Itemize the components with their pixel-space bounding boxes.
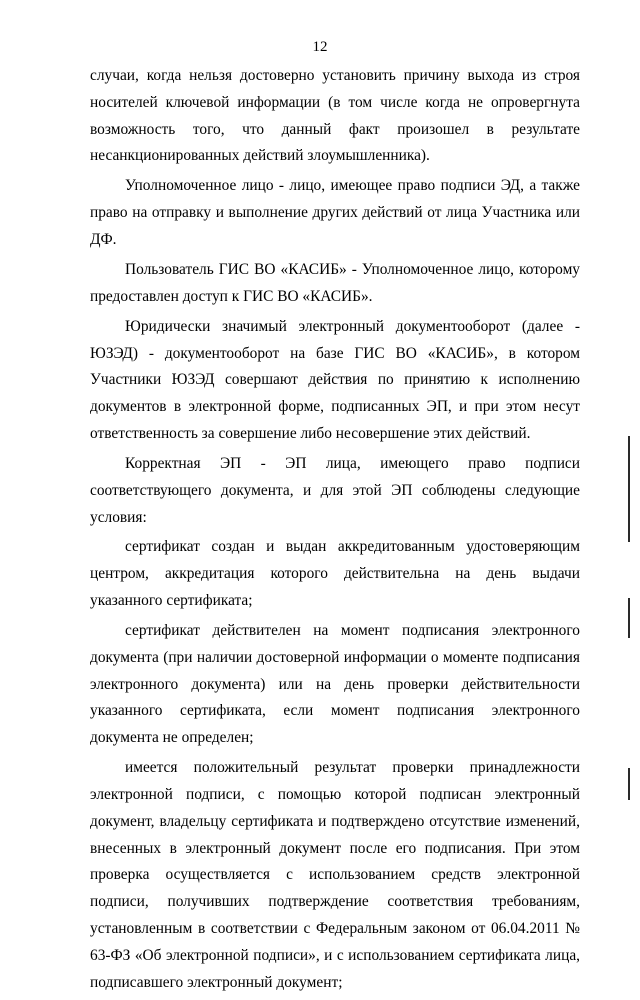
paragraph-legally-significant-edm: Юридически значимый электронный документооборот (далее - ЮЗЭД) - документооборот на базе ГИС ВО «КАСИБ», в котором Участники ЮЗЭД совершают действия по принятию к исполнению документов в электронной форме, подписанных ЭП, и при этом несут ответственность за совершение либо несовершение этих действий. — [90, 317, 580, 442]
scan-edge-mark — [628, 768, 630, 800]
paragraph-correct-signature: Корректная ЭП - ЭП лица, имеющего право подписи соответствующего документа, и для этой ЭП соблюдены следующие условия: — [90, 454, 580, 526]
document-body — [90, 63, 580, 1000]
paragraph-signing-failure-cases: случаи, когда нельзя достоверно установить причину выхода из строя носителей ключевой информации (в том числе когда не опровергнута возможность того, что данный факт произошел в результате несанкционированных действий злоумышленника). — [90, 67, 580, 165]
paragraph-authorized-person: Уполномоченное лицо - лицо, имеющее право подписи ЭД, а также право на отправку и выполнение других действий от лица Участника или ДФ. — [90, 177, 580, 248]
page-number: 12 — [312, 39, 328, 55]
paragraph-condition-certificate-valid: сертификат действителен на момент подписания электронного документа (при наличии достоверной информации о моменте подписания электронного документа) или на день проверки действительности указанного сертификата, если момент подписания электронного документа не определен; — [90, 622, 580, 747]
scan-edge-mark — [628, 598, 630, 638]
paragraph-condition-certificate-issued: сертификат создан и выдан аккредитованным удостоверяющим центром, аккредитация которого действительна на день выдачи указанного сертификата; — [90, 538, 580, 610]
paragraph-kasib-user: Пользователь ГИС ВО «КАСИБ» - Уполномоченное лицо, которому предоставлен доступ к ГИС ВО «КАСИБ». — [90, 260, 580, 305]
paragraph-condition-verification: имеется положительный результат проверки принадлежности электронной подписи, с помощью которой подписан электронный документ, владельцу сертификата и подтверждено отсутствие изменений, внесенных в электронный документ после его подписания. При этом проверка осуществляется с использованием средств электронной подписи, получивших подтверждение соответствия требованиям, установленным в соответствии с Федеральным законом от 06.04.2011 № 63-ФЗ «Об электронной подписи», и с использованием сертификата лица, подписавшего электронный документ; — [90, 759, 580, 991]
scan-edge-mark — [628, 436, 630, 542]
